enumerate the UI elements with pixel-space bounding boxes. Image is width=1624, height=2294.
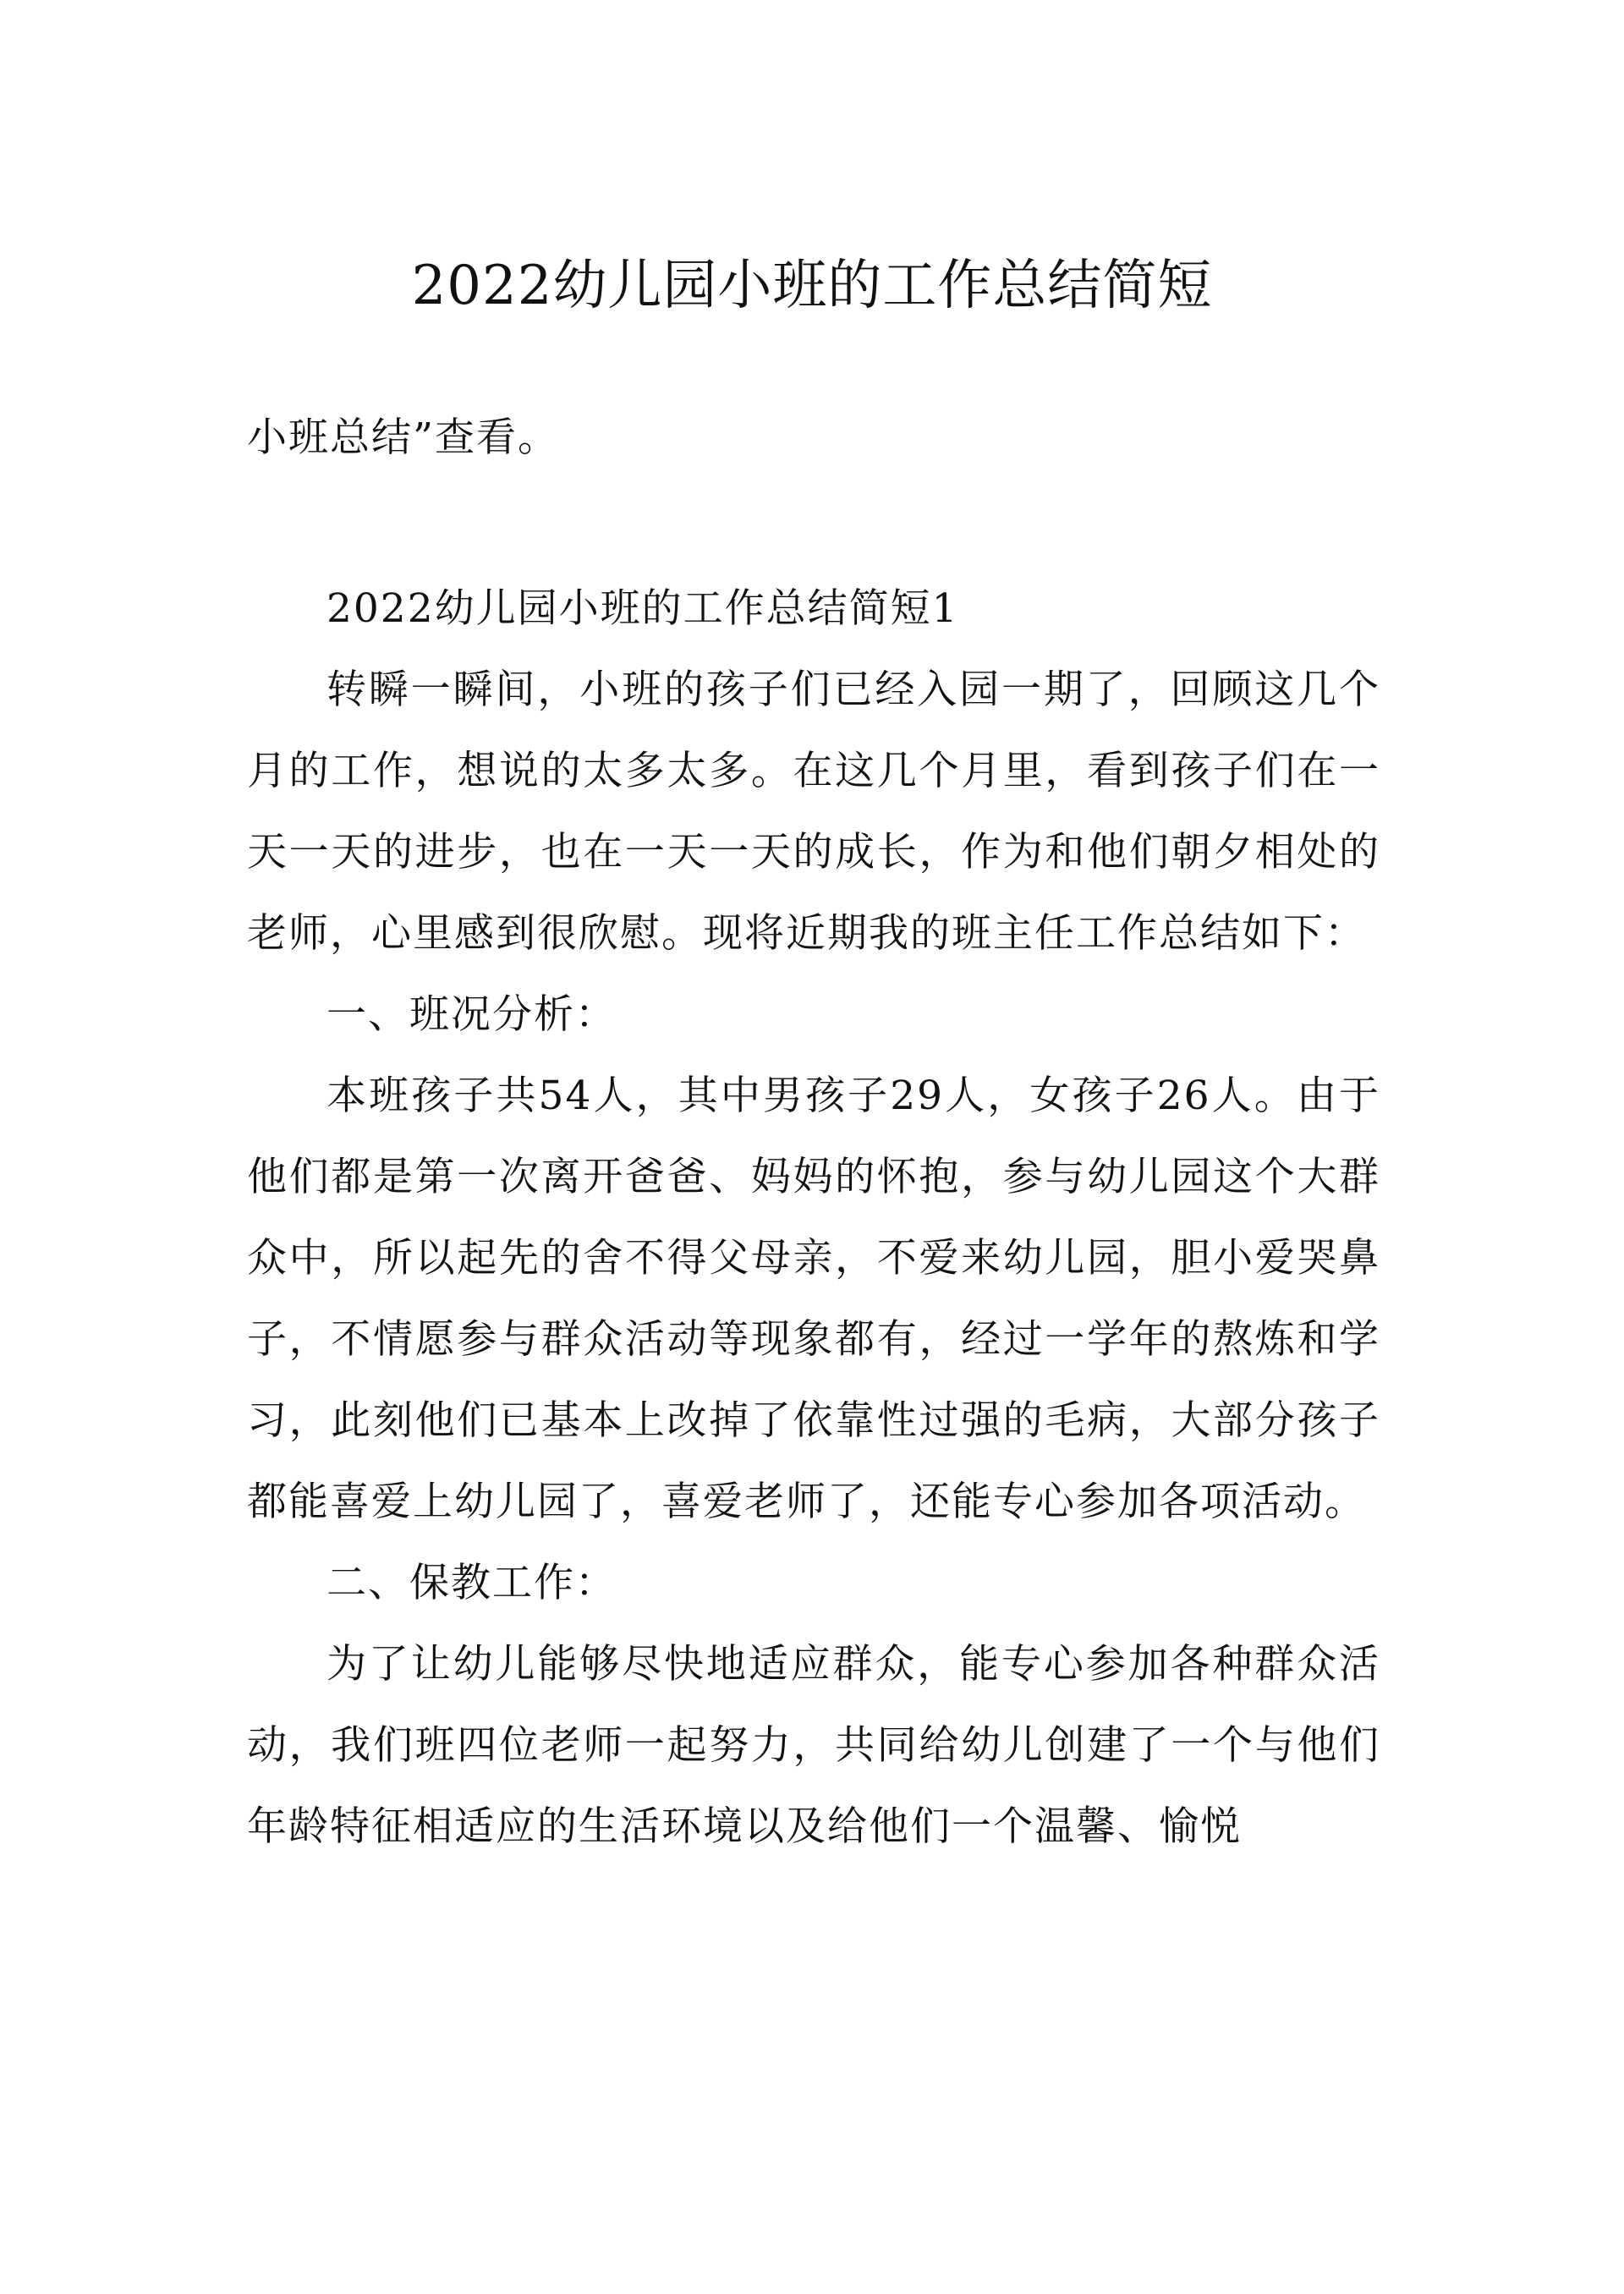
document-title: 2022幼儿园小班的工作总结简短 <box>411 255 1213 317</box>
section-heading: 一、班况分析： <box>326 991 617 1038</box>
lead-text: 小班总结”查看。 <box>247 414 560 461</box>
section-heading: 2022幼儿园小班的工作总结简短1 <box>326 585 959 632</box>
section-heading: 二、保教工作： <box>326 1560 617 1606</box>
paragraph-intro: 转瞬一瞬间，小班的孩子们已经入园一期了，回顾这几个月的工作，想说的太多太多。在这几个月里，看到孩子们在一天一天的进步，也在一天一天的成长，作为和他们朝夕相处的老师，心里感到很欣慰。现将近期我的班主任工作总结如下： <box>247 667 1380 957</box>
paragraph-class-analysis: 本班孩子共54人，其中男孩子29人，女孩子26人。由于他们都是第一次离开爸爸、妈妈的怀抱，参与幼儿园这个大群众中，所以起先的舍不得父母亲，不爱来幼儿园，胆小爱哭鼻子，不情愿参与群众活动等现象都有，经过一学年的熬炼和学习，此刻他们已基本上改掉了依靠性过强的毛病，大部分孩子都能喜爱上幼儿园了，喜爱老师了，还能专心参加各项活动。 <box>247 1073 1380 1525</box>
paragraph-care-education: 为了让幼儿能够尽快地适应群众，能专心参加各种群众活动，我们班四位老师一起努力，共同给幼儿创建了一个与他们年龄特征相适应的生活环境以及给他们一个温馨、愉悦 <box>247 1641 1380 1850</box>
document-body <box>247 568 1380 1868</box>
